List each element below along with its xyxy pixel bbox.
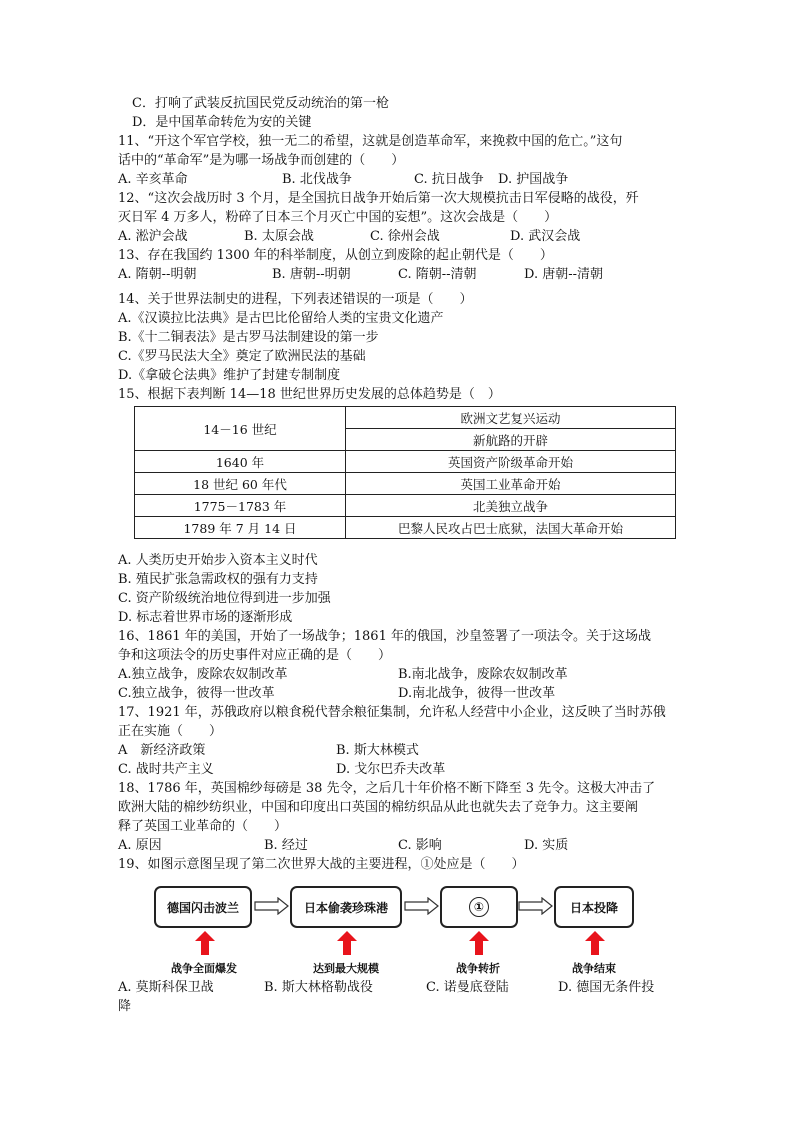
q15-option-d: D. 标志着世界市场的逐渐形成 [118, 610, 293, 625]
q17-option-d: D. 戈尔巴乔夫改革 [336, 762, 446, 777]
q15-option-a: A. 人类历史开始步入资本主义时代 [118, 553, 318, 568]
q16-stem-1: 16、1861 年的美国，开始了一场战争；1861 年的俄国，沙皇签署了一项法令。关于这场战 [118, 629, 651, 644]
table-row [135, 407, 676, 429]
flow-right-arrow-icon [404, 897, 440, 915]
q19-option-d: D. 德国无条件投 [558, 980, 655, 995]
q14-option-d: D.《拿破仑法典》维护了封建专制制度 [118, 368, 341, 383]
flow-right-arrow-icon [254, 897, 290, 915]
flow-box-pearl-harbor: 日本偷袭珍珠港 [290, 886, 402, 928]
flow-box-blank-1 [440, 886, 518, 928]
q16-options-row2 [118, 684, 678, 703]
q17-options-row1 [118, 741, 678, 760]
q18-options [118, 836, 678, 855]
exam-page [118, 94, 678, 1016]
table-cell-period: 14－16 世纪 [135, 407, 346, 451]
q18-option-b: B. 经过 [264, 838, 308, 853]
table-cell-period: 1640 年 [135, 451, 346, 473]
q15-option-b: B. 殖民扩张急需政权的强有力支持 [118, 572, 318, 587]
q11-stem-1: 11、“开这个军官学校，独一无二的希望，这就是创造革命军，来挽救中国的危亡。”这句 [118, 134, 623, 149]
q10-option-c: C．打响了武装反抗国民党反动统治的第一枪 [132, 96, 389, 111]
q14-option-a: A.《汉谟拉比法典》是古巴比伦留给人类的宝贵文化遗产 [118, 311, 444, 326]
table-row [135, 517, 676, 539]
q17-option-c: C. 战时共产主义 [118, 762, 214, 777]
red-up-arrow-icon [336, 930, 358, 956]
q18-option-d: D. 实质 [524, 838, 569, 853]
q17-option-a: A 新经济政策 [118, 743, 206, 758]
table-cell-event: 英国工业革命开始 [346, 473, 676, 495]
q19-stem: 19、如图示意图呈现了第二次世界大战的主要进程，①处应是（ ） [118, 857, 525, 872]
flow-box-germany-invades-poland: 德国闪击波兰 [154, 886, 252, 928]
flow-box-japan-surrenders: 日本投降 [554, 886, 634, 928]
q13-options [118, 265, 678, 284]
q11-stem-2: 话中的“革命军”是为哪一场战争而创建的（ ） [118, 153, 405, 168]
q12-option-a: A. 淞沪会战 [118, 229, 188, 244]
q12-option-b: B. 太原会战 [244, 229, 314, 244]
flow-label-war-ends: 战争结束 [572, 962, 616, 975]
table-cell-period: 1789 年 7 月 14 日 [135, 517, 346, 539]
q14-option-c: C.《罗马民法大全》奠定了欧洲民法的基础 [118, 349, 366, 364]
q15-timeline-table [134, 406, 676, 539]
q14-option-b: B.《十二铜表法》是古罗马法制建设的第一步 [118, 330, 379, 345]
q12-option-d: D. 武汉会战 [510, 229, 581, 244]
q18-stem-1: 18、1786 年，英国棉纱每磅是 38 先令，之后几十年价格不断下降至 3 先令。这极大冲击了 [118, 781, 656, 796]
table-cell-event: 英国资产阶级革命开始 [346, 451, 676, 473]
ww2-process-diagram [132, 880, 678, 978]
q18-stem-2: 欧洲大陆的棉纱纺织业，中国和印度出口英国的棉纺织品从此也就失去了竞争力。这主要阐 [118, 800, 639, 815]
q14-stem: 14、关于世界法制史的进程，下列表述错误的一项是（ ） [118, 292, 473, 307]
q12-options [118, 227, 678, 246]
red-up-arrow-icon [468, 930, 490, 956]
q16-stem-2: 争和这项法令的历史事件对应正确的是（ ） [118, 648, 392, 663]
q13-option-c: C. 隋朝--清朝 [398, 267, 477, 282]
q10-option-d: D．是中国革命转危为安的关键 [132, 115, 312, 130]
q13-option-b: B. 唐朝--明朝 [272, 267, 351, 282]
q19-options [118, 978, 678, 997]
q13-option-d: D. 唐朝--清朝 [524, 267, 604, 282]
flow-label-max-scale: 达到最大规模 [313, 962, 379, 975]
q18-option-a: A. 原因 [118, 838, 162, 853]
q19-option-c: C. 诺曼底登陆 [426, 980, 509, 995]
q18-stem-3: 释了英国工业革命的（ ） [118, 819, 288, 834]
table-row [135, 495, 676, 517]
q13-stem: 13、存在我国约 1300 年的科举制度，从创立到废除的起止朝代是（ ） [118, 248, 553, 263]
table-cell-period: 18 世纪 60 年代 [135, 473, 346, 495]
q12-option-c: C. 徐州会战 [370, 229, 440, 244]
q16-option-a: A.独立战争，废除农奴制改革 [118, 667, 288, 682]
table-cell-event: 欧洲文艺复兴运动 [346, 407, 676, 429]
q15-option-c: C. 资产阶级统治地位得到进一步加强 [118, 591, 331, 606]
q19-option-a: A. 莫斯科保卫战 [118, 980, 214, 995]
q13-option-a: A. 隋朝--明朝 [118, 267, 197, 282]
q11-option-c: C. 抗日战争 [414, 172, 484, 187]
table-cell-event: 北美独立战争 [346, 495, 676, 517]
red-up-arrow-icon [584, 930, 606, 956]
q15-stem: 15、根据下表判断 14—18 世纪世界历史发展的总体趋势是（ ） [118, 387, 501, 402]
red-up-arrow-icon [194, 930, 216, 956]
flow-label-war-breaks-out: 战争全面爆发 [171, 962, 237, 975]
table-cell-event: 巴黎人民攻占巴士底狱，法国大革命开始 [346, 517, 676, 539]
q11-option-b: B. 北伐战争 [282, 172, 352, 187]
table-cell-period: 1775－1783 年 [135, 495, 346, 517]
table-row [135, 473, 676, 495]
q17-option-b: B. 斯大林模式 [336, 743, 419, 758]
table-cell-event: 新航路的开辟 [346, 429, 676, 451]
q16-options-row1 [118, 665, 678, 684]
q11-option-d: D. 护国战争 [498, 172, 569, 187]
q11-options [118, 170, 678, 189]
q19-option-d-wrap: 降 [118, 999, 132, 1014]
flow-label-turning-point: 战争转折 [456, 962, 500, 975]
q18-option-c: C. 影响 [398, 838, 442, 853]
q17-stem-1: 17、1921 年，苏俄政府以粮食税代替余粮征集制，允许私人经营中小企业，这反映了当时苏俄 [118, 705, 666, 720]
q17-stem-2: 正在实施（ ） [118, 724, 223, 739]
q11-option-a: A. 辛亥革命 [118, 172, 188, 187]
q12-stem-1: 12、“这次会战历时 3 个月，是全国抗日战争开始后第一次大规模抗击日军侵略的战役，歼 [118, 191, 639, 206]
q16-option-b: B.南北战争，废除农奴制改革 [398, 667, 568, 682]
table-row [135, 451, 676, 473]
flow-right-arrow-icon [518, 897, 554, 915]
q16-option-d: D.南北战争，彼得一世改革 [398, 686, 556, 701]
q19-option-b: B. 斯大林格勒战役 [264, 980, 373, 995]
circled-number-one-icon: ① [469, 897, 489, 917]
q12-stem-2: 灭日军 4 万多人，粉碎了日本三个月灭亡中国的妄想”。这次会战是（ ） [118, 210, 558, 225]
q16-option-c: C.独立战争，彼得一世改革 [118, 686, 275, 701]
q17-options-row2 [118, 760, 678, 779]
